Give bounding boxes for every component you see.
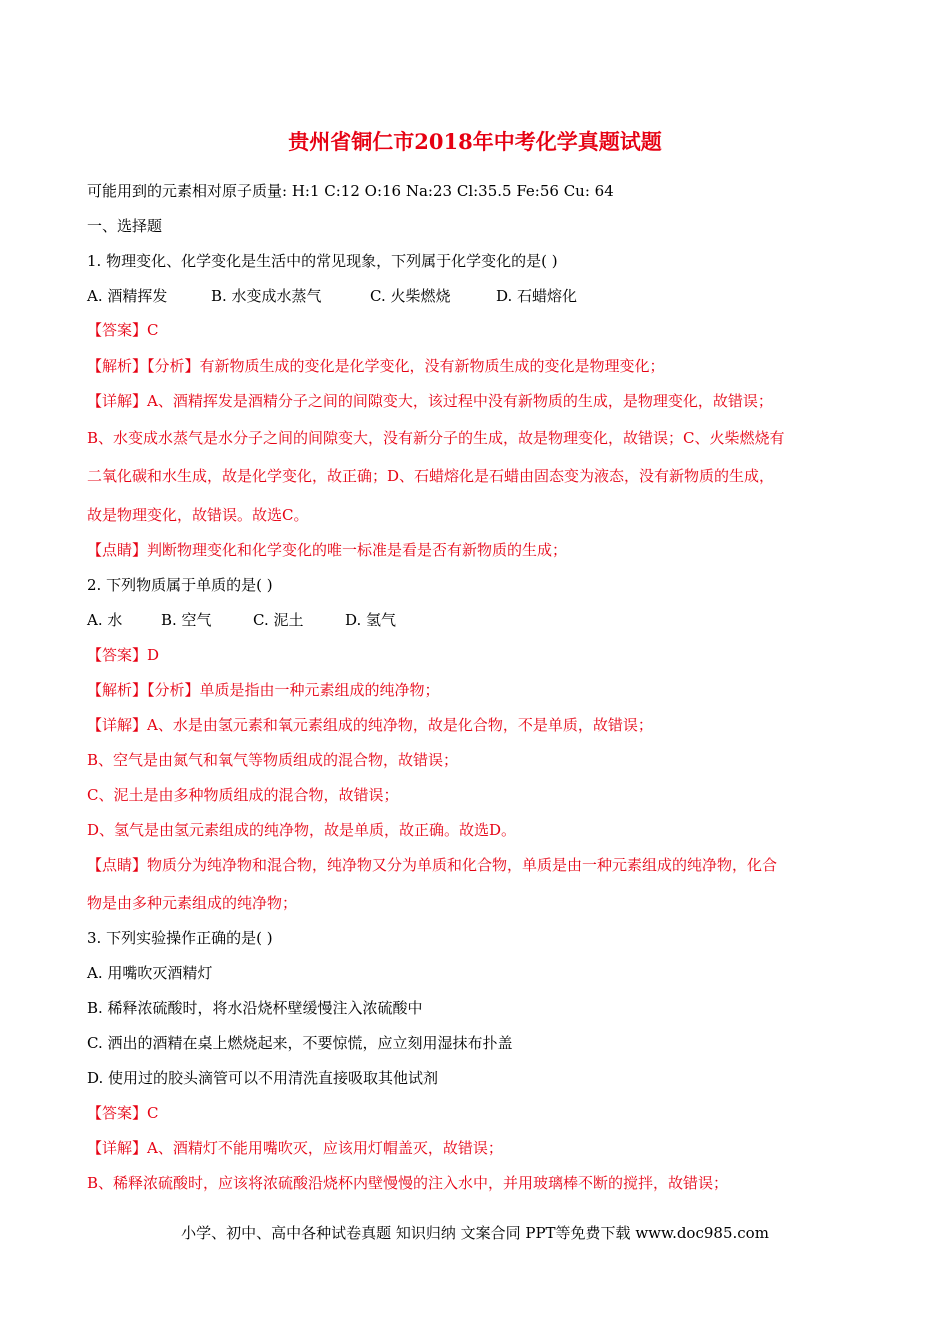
q3-option-c: C. 洒出的酒精在桌上燃烧起来，不要惊慌，应立刻用湿抹布扑盖 (87, 1034, 513, 1052)
q2-answer: 【答案】D (87, 646, 160, 664)
q1-options (87, 286, 577, 306)
q3-option-a: A. 用嘴吹灭酒精灯 (87, 964, 213, 982)
q1-option-d: D. 石蜡熔化 (496, 287, 578, 305)
intro-atomic-masses: 可能用到的元素相对原子质量: H:1 C:12 O:16 Na:23 Cl:35.5 Fe:56 Cu: 64 (87, 182, 614, 200)
q2-comment-line: 物是由多种元素组成的纯净物； (87, 894, 298, 912)
q2-options (87, 610, 396, 630)
q2-detail-line: C、泥土是由多种物质组成的混合物，故错误； (87, 786, 399, 804)
q1-detail-line: 故是物理变化，故错误。故选C。 (87, 506, 309, 524)
page-footer: 小学、初中、高中各种试卷真题 知识归纳 文案合同 PPT等免费下载 www.doc985.com (181, 1224, 769, 1242)
q1-comment: 【点睛】判断物理变化和化学变化的唯一标准是看是否有新物质的生成； (87, 541, 568, 559)
q1-detail-line: 二氧化碳和水生成，故是化学变化，故正确；D、石蜡熔化是石蜡由固态变为液态，没有新物质的生成， (87, 467, 775, 485)
q3-detail-line: 【详解】A、酒精灯不能用嘴吹灭，应该用灯帽盖灭，故错误； (87, 1139, 503, 1157)
q2-option-d: D. 氢气 (345, 611, 397, 629)
q2-option-c: C. 泥土 (253, 611, 304, 629)
section-heading: 一、选择题 (87, 217, 163, 235)
q3-answer: 【答案】C (87, 1104, 159, 1122)
q1-detail-line: B、水变成水蒸气是水分子之间的间隙变大，没有新分子的生成，故是物理变化，故错误；C、火柴燃烧有 (87, 429, 785, 447)
q2-option-a: A. 水 (87, 611, 123, 629)
q3-option-b: B. 稀释浓硫酸时，将水沿烧杯壁缓慢注入浓硫酸中 (87, 999, 423, 1017)
q1-detail-line: 【详解】A、酒精挥发是酒精分子之间的间隙变大，该过程中没有新物质的生成，是物理变化，故错误； (87, 392, 773, 410)
q3-stem: 3. 下列实验操作正确的是( ) (87, 929, 273, 947)
q1-option-a: A. 酒精挥发 (87, 287, 168, 305)
q2-analysis: 【解析】【分析】单质是指由一种元素组成的纯净物； (87, 681, 440, 699)
q1-answer: 【答案】C (87, 321, 159, 339)
q2-detail-line: D、氢气是由氢元素组成的纯净物，故是单质，故正确。故选D。 (87, 821, 517, 839)
q2-option-b: B. 空气 (161, 611, 212, 629)
q2-stem: 2. 下列物质属于单质的是( ) (87, 576, 273, 594)
q2-comment-line: 【点睛】物质分为纯净物和混合物，纯净物又分为单质和化合物，单质是由一种元素组成的纯净物，化合 (87, 856, 778, 874)
q3-option-d: D. 使用过的胶头滴管可以不用清洗直接吸取其他试剂 (87, 1069, 439, 1087)
q2-detail-line: 【详解】A、水是由氢元素和氧元素组成的纯净物，故是化合物，不是单质，故错误； (87, 716, 653, 734)
q1-option-b: B. 水变成水蒸气 (211, 287, 322, 305)
q1-analysis: 【解析】【分析】有新物质生成的变化是化学变化，没有新物质生成的变化是物理变化； (87, 357, 665, 375)
q2-detail-line: B、空气是由氮气和氧气等物质组成的混合物，故错误； (87, 751, 459, 769)
q3-detail-line: B、稀释浓硫酸时，应该将浓硫酸沿烧杯内壁慢慢的注入水中，并用玻璃棒不断的搅拌，故错误； (87, 1174, 729, 1192)
q1-option-c: C. 火柴燃烧 (370, 287, 451, 305)
page-title: 贵州省铜仁市2018年中考化学真题试题 (288, 129, 662, 154)
q1-stem: 1. 物理变化、化学变化是生活中的常见现象，下列属于化学变化的是( ) (87, 252, 558, 270)
